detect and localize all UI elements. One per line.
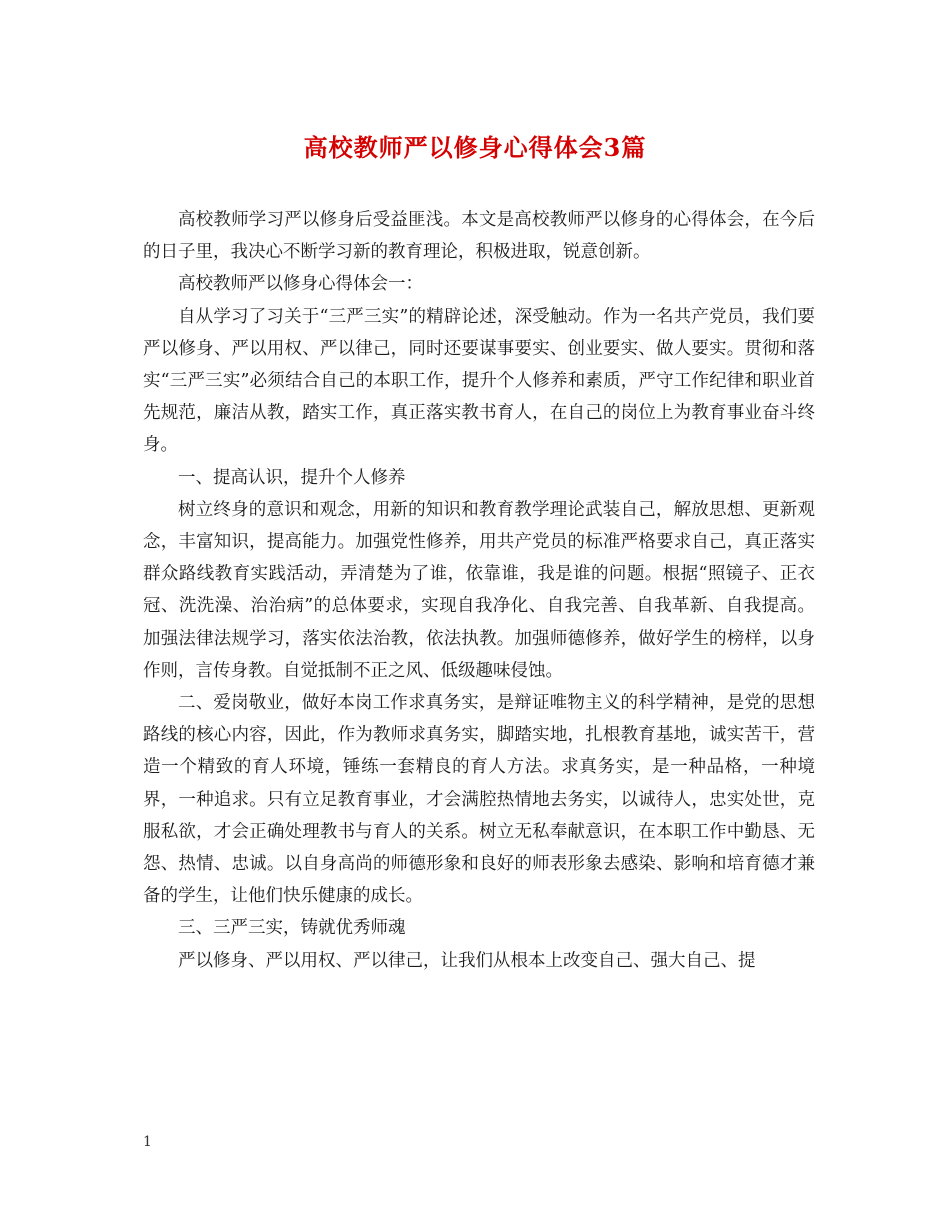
paragraph-section-two: 二、爱岗敬业，做好本岗工作求真务实，是辩证唯物主义的科学精神，是党的思想路线的核心内容，因此，作为教师求真务实，脚踏实地，扎根教育基地，诚实苦干，营造一个精致的育人环境，锤练一套精良的育人方法。求真务实，是一种品格，一种境界，一种追求。只有立足教育事业，才会满腔热情地去务实，以诚待人，忠实处世，克服私欲，才会正确处理教书与育人的关系。树立无私奉献意识，在本职工作中勤恳、无怨、热情、忠诚。以自身高尚的师德形象和良好的师表形象去感染、影响和培育德才兼备的学生，让他们快乐健康的成长。 (143, 693, 815, 907)
paragraph-lifelong-learning: 树立终身的意识和观念，用新的知识和教育教学理论武装自己，解放思想、更新观念，丰富知识，提高能力。加强党性修养，用共产党员的标准严格要求自己，真正落实群众路线教育实践活动，弄清楚为了谁，依靠谁，我是谁的问题。根据“照镜子、正衣冠、洗洗澡、治治病”的总体要求，实现自我净化、自我完善、自我革新、自我提高。加强法律法规学习，落实依法治教，依法执教。加强师德修养，做好学生的榜样，以身作则，言传身教。自觉抵制不正之风、低级趣味侵蚀。 (143, 499, 815, 681)
page-number: 1 (143, 1134, 152, 1150)
document-body (143, 204, 815, 977)
document-title: 高校教师严以修身心得体会3篇 (303, 133, 647, 162)
paragraph-heading-part-one: 高校教师严以修身心得体会一： (178, 274, 423, 295)
paragraph-three-stricts: 自从学习了习关于“三严三实”的精辟论述，深受触动。作为一名共产党员，我们要严以修身、严以用权、严以律己，同时还要谋事要实、创业要实、做人要实。贯彻和落实“三严三实”必须结合自己的本职工作，提升个人修养和素质，严守工作纪律和职业首先规范，廉洁从教，踏实工作，真正落实教书育人，在自己的岗位上为教育事业奋斗终身。 (143, 306, 815, 456)
paragraph-continued: 严以修身、严以用权、严以律己，让我们从根本上改变自己、强大自己、提 (178, 950, 756, 971)
section-heading-one: 一、提高认识，提升个人修养 (178, 467, 406, 488)
section-heading-three: 三、三严三实，铸就优秀师魂 (178, 918, 406, 939)
paragraph-intro: 高校教师学习严以修身后受益匪浅。本文是高校教师严以修身的心得体会，在今后的日子里，我决心不断学习新的教育理论，积极进取，锐意创新。 (143, 210, 815, 263)
